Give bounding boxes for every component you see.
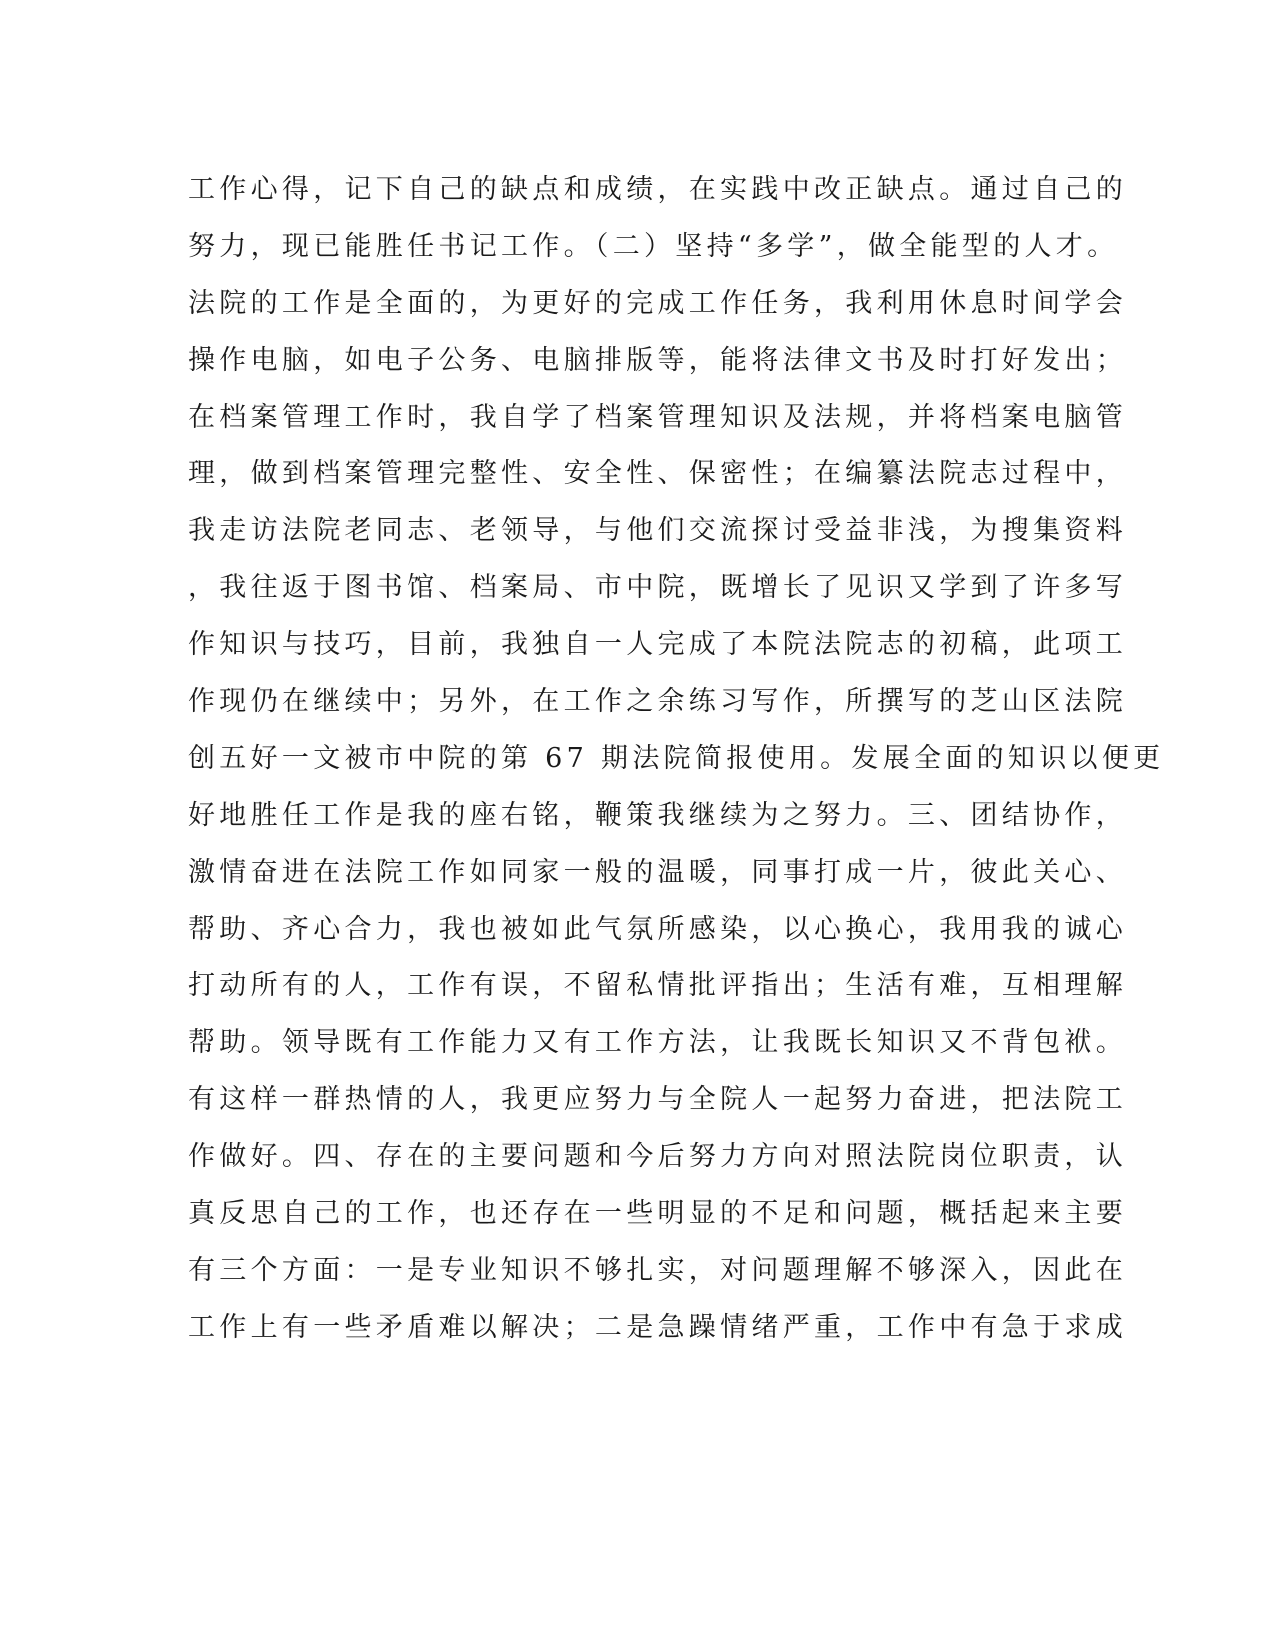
text-line: 作知识与技巧，目前，我独自一人完成了本院法院志的初稿，此项工 — [188, 629, 1127, 661]
text-line: 有这样一群热情的人，我更应努力与全院人一起努力奋进，把法院工 — [188, 1084, 1127, 1116]
text-line: 作现仍在继续中；另外，在工作之余练习写作，所撰写的芝山区法院 — [188, 686, 1127, 718]
text-line: 激情奋进在法院工作如同家一般的温暖，同事打成一片，彼此关心、 — [188, 856, 1127, 888]
text-line: 创五好一文被市中院的第 67 期法院简报使用。发展全面的知识以便更 — [188, 742, 1165, 774]
text-line: 作做好。四、存在的主要问题和今后努力方向对照法院岗位职责，认 — [188, 1141, 1127, 1173]
text-line: 工作心得，记下自己的缺点和成绩，在实践中改正缺点。通过自己的 — [188, 174, 1127, 205]
body-text — [188, 162, 1165, 1357]
text-line: 理，做到档案管理完整性、安全性、保密性；在编纂法院志过程中， — [188, 458, 1127, 490]
text-line: 打动所有的人，工作有误，不留私情批评指出；生活有难，互相理解 — [188, 970, 1127, 1002]
text-line: 努力，现已能胜任书记工作。（二）坚持“多学”，做全能型的人才。 — [188, 230, 1119, 262]
text-line: 帮助、齐心合力，我也被如此气氛所感染，以心换心，我用我的诚心 — [188, 913, 1127, 945]
text-line: 帮助。领导既有工作能力又有工作方法，让我既长知识又不背包袱。 — [188, 1027, 1127, 1059]
text-line: 有三个方面：一是专业知识不够扎实，对问题理解不够深入，因此在 — [188, 1254, 1127, 1286]
text-line: 我走访法院老同志、老领导，与他们交流探讨受益非浅，为搜集资料 — [188, 515, 1127, 547]
text-line: 法院的工作是全面的，为更好的完成工作任务，我利用休息时间学会 — [188, 287, 1127, 319]
text-line: 真反思自己的工作，也还存在一些明显的不足和问题，概括起来主要 — [188, 1198, 1127, 1230]
text-line: 操作电脑，如电子公务、电脑排版等，能将法律文书及时打好发出； — [188, 344, 1127, 376]
text-line: ，我往返于图书馆、档案局、市中院，既增长了见识又学到了许多写 — [188, 572, 1127, 604]
text-line: 工作上有一些矛盾难以解决；二是急躁情绪严重，工作中有急于求成 — [188, 1311, 1127, 1343]
text-line: 在档案管理工作时，我自学了档案管理知识及法规，并将档案电脑管 — [188, 401, 1127, 433]
text-line: 好地胜任工作是我的座右铭，鞭策我继续为之努力。三、团结协作， — [188, 799, 1127, 831]
